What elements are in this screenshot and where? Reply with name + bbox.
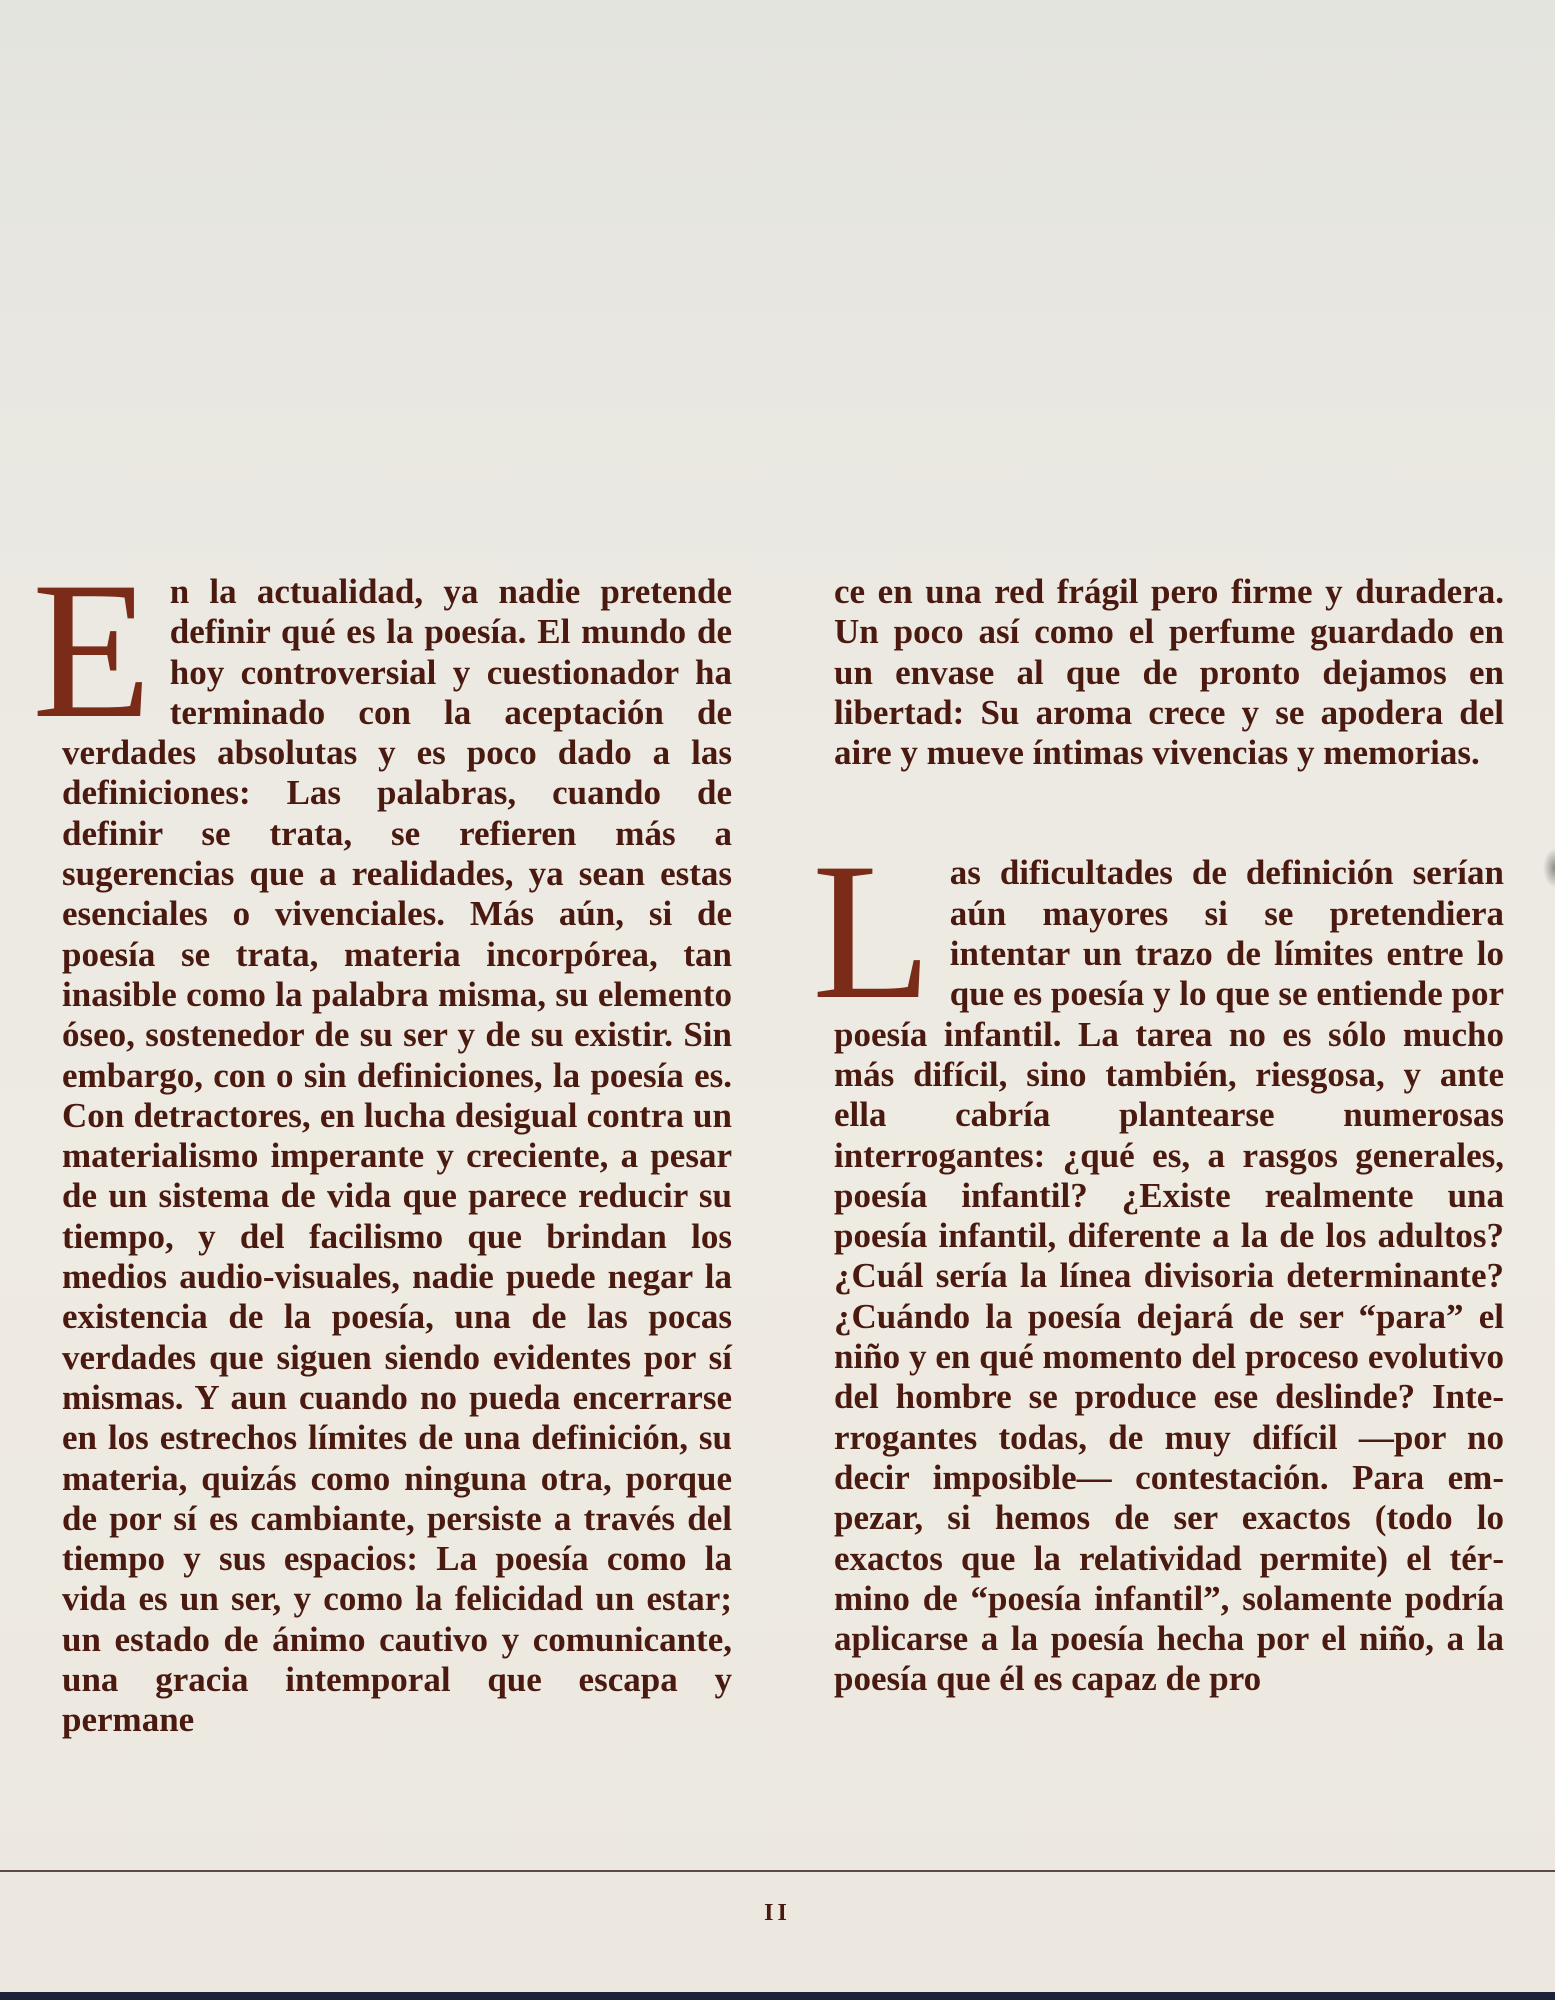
- dropcap-e: E: [32, 542, 152, 759]
- paragraph-spacer: [834, 773, 1504, 853]
- paragraph-intro: [32, 542, 732, 1741]
- left-column: [32, 542, 732, 1741]
- page-bottom-edge: [0, 1992, 1555, 2000]
- paragraph-intro-text: n la actualidad, ya nadie pretende definir qué es la poesía. El mundo de hoy controversial y cuestionador ha terminado con la aceptación de verdades absolutas y es poco dado a las definiciones: Las palabras, cuando de definir se trata, se refieren más a sugerencias que a realidades, ya sean estas esenciales o vivenciales. Más aún, si de poesía se trata, materia incorpórea, tan inasible como la palabra misma, su elemento óseo, sostenedor de su ser y de su existir. Sin embargo, con o sin definiciones, la poesía es. Con detractores, en lucha desigual contra un materialismo imperante y creciente, a pesar de un sistema de vida que parece reducir su tiempo, y del facilismo que brindan los medios audio-visuales, nadie puede negar la existencia de la poesía, una de las pocas verdades que siguen siendo evidentes por sí mismas. Y aun cuando no pueda encerrarse en los estrechos límites de una definición, su materia, quizás como ninguna otra, porque de por sí es cambiante, persiste a través del tiempo y sus espacios: La poesía como la vida es un ser, y como la felicidad un estar; un estado de ánimo cautivo y comunicante, una gracia intemporal que escapa y permane: [62, 572, 732, 1740]
- page-number: II: [764, 1900, 791, 1926]
- paragraph-intro-continued: ce en una red frágil pero firme y duradera. Un poco así como el perfume guardado en un envase al que de pronto dejamos en libertad: Su aroma crece y se apodera del aire y mueve íntimas vivencias y memorias.: [834, 572, 1504, 773]
- paragraph-definitions-text: as dificultades de definición serían aún mayores si se pretendiera intentar un trazo de límites entre lo que es poesía y lo que se entiende por poesía infantil. La tarea no es sólo mucho más difícil, sino también, riesgosa, y ante ella cabría plantearse numerosas interrogantes: ¿qué es, a rasgos generales, poesía infantil? ¿Existe realmente una poesía infantil, diferente a la de los adultos? ¿Cuál sería la línea divisoria determinante? ¿Cuándo la poesía dejará de ser “para” el niño y en qué momento del proceso evolutivo del hombre se produce ese deslinde? Interrogantes todas, de muy difícil —por no decir imposible— contestación. Para empezar, si hemos de ser exactos (todo lo exactos que la relatividad permite) el término de “poesía infantil”, solamente podría aplicarse a la poesía hecha por el niño, a la poesía que él es capaz de pro: [834, 853, 1504, 1699]
- paragraph-definitions: [812, 823, 1504, 1699]
- page-edge-shadow: [1543, 848, 1555, 888]
- footer-rule: [0, 1870, 1555, 1872]
- right-column: [812, 572, 1504, 1700]
- dropcap-l: L: [812, 823, 932, 1041]
